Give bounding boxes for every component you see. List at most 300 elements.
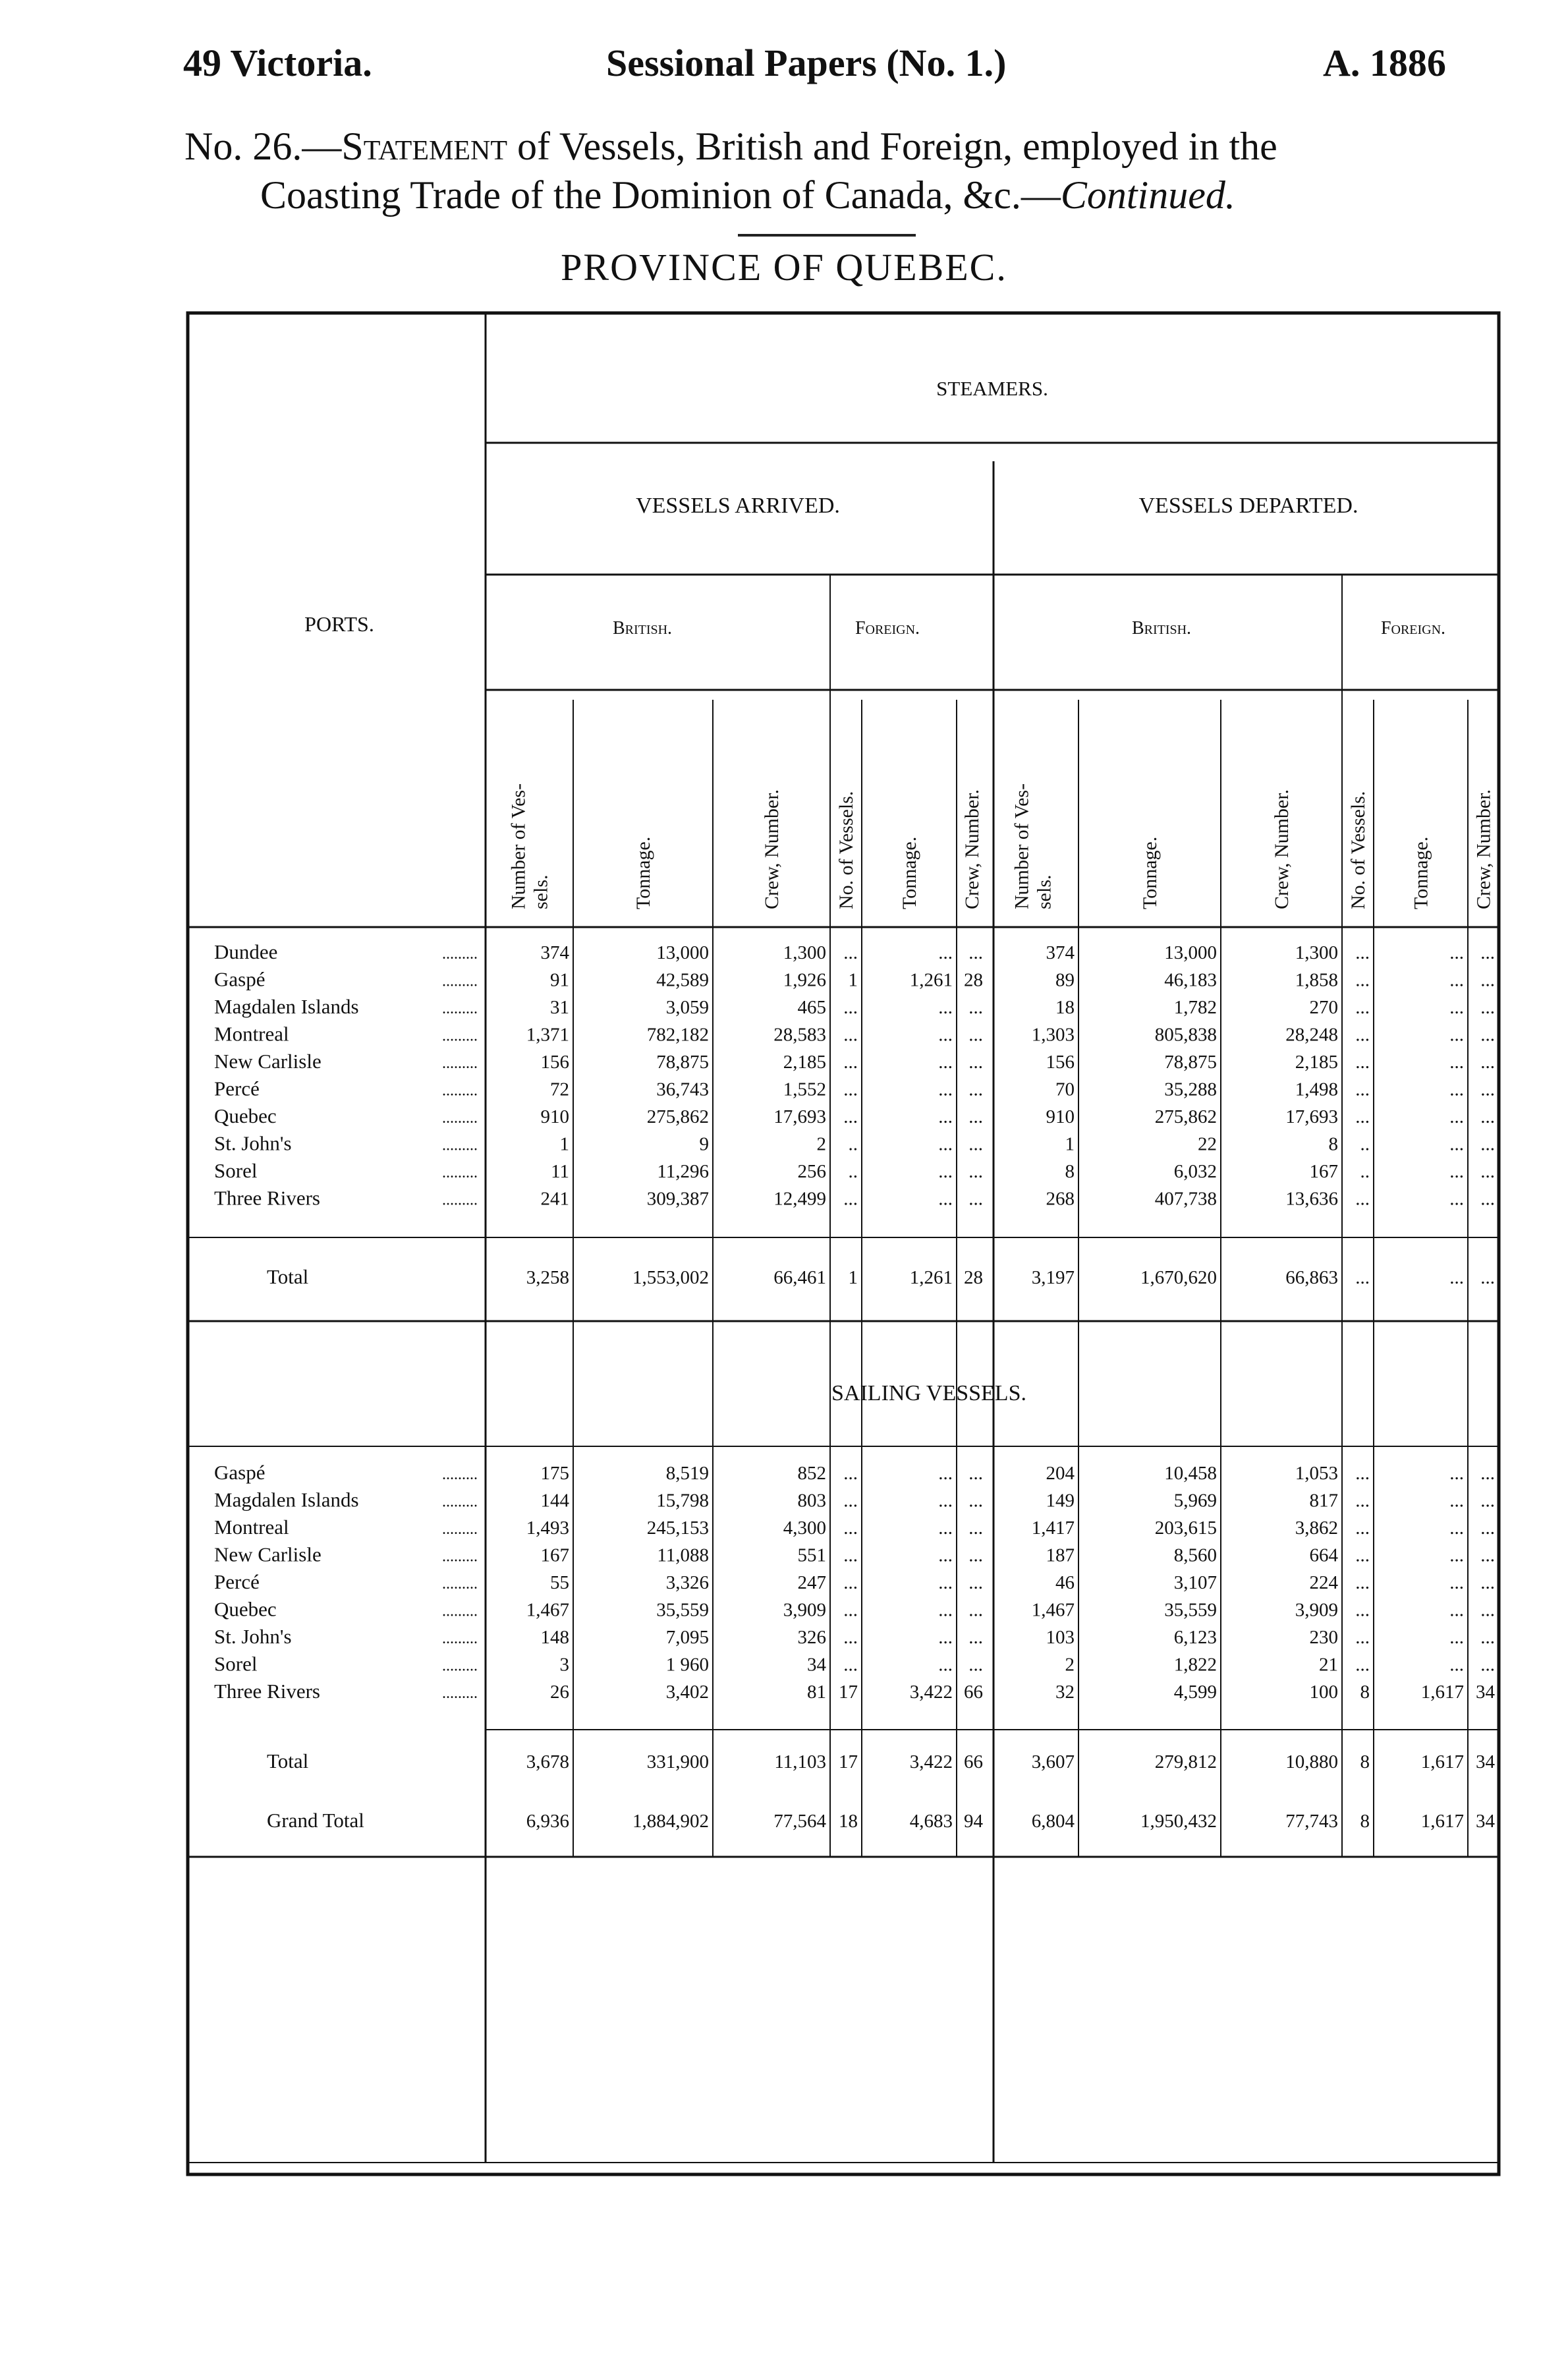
departed-label: VESSELS DEPARTED. [1138,494,1358,518]
table-cell: 245,153 [646,1517,709,1539]
leader-dots: ......... [442,1055,478,1072]
table-cell: 3,909 [783,1599,826,1621]
table-cell: 103 [1046,1627,1075,1648]
table-cell: ... [1355,1544,1370,1566]
row-port-label: New Carlisle [214,1050,322,1073]
table-cell: ... [1480,969,1495,991]
row-port-label: Percé [214,1570,260,1593]
table-cell: ... [843,1188,858,1210]
table-cell: ... [1355,1490,1370,1512]
table-cell: 1,858 [1295,969,1338,991]
header-right: A. 1886 [1323,42,1446,84]
table-row [214,1653,1495,1676]
table-cell: 156 [1046,1052,1075,1073]
table-cell: ... [968,1517,983,1539]
table-row [214,1050,1495,1073]
table-cell: 11,103 [774,1751,826,1772]
table-cell: 10,458 [1164,1463,1217,1484]
table-cell: ... [1355,997,1370,1018]
table-cell: ... [1449,1079,1464,1100]
column-header [1271,789,1293,909]
table-cell: ... [843,997,858,1018]
table-cell: 268 [1046,1188,1075,1210]
table-cell: 70 [1055,1079,1075,1100]
table-cell: 32 [1055,1682,1075,1703]
table-cell: ... [968,1106,983,1127]
table-cell: 3,059 [665,997,709,1018]
table-cell: 275,862 [1154,1106,1217,1127]
table-cell: 28,583 [773,1024,826,1046]
table-frame [188,313,1499,2174]
table-cell: 18 [1055,997,1075,1018]
table-cell: ... [1449,1517,1464,1539]
arrived-british-label: British. [612,618,673,638]
table-cell: 17 [839,1751,858,1772]
table-cell: 8 [1328,1133,1338,1155]
table-cell: 78,875 [1164,1052,1217,1073]
table-cell: ... [938,1490,953,1512]
table-cell: 1,417 [1031,1517,1075,1539]
table-cell: ... [1449,1599,1464,1621]
row-port-label: Gaspé [214,1461,266,1484]
row-port-label: New Carlisle [214,1543,322,1566]
table-row [214,968,1495,991]
row-port-label: Gaspé [214,967,266,991]
table-cell: ... [843,1463,858,1484]
departed-british-label: British. [1131,618,1192,638]
table-cell: ... [968,1133,983,1155]
table-cell: ... [1449,1161,1464,1182]
header-left: 49 Victoria. [183,42,372,84]
column-header [1011,783,1055,909]
leader-dots: ......... [442,1493,478,1511]
table-cell: 28 [964,969,983,991]
table-cell: ... [1449,1463,1464,1484]
table-cell: 1,467 [1031,1599,1075,1621]
table-cell: .. [848,1133,858,1155]
sailing-label: SAILING VESSELS. [831,1381,1026,1405]
column-header-text: Number of Ves- [1011,783,1033,909]
table-row [214,1104,1495,1127]
table-cell: 28,248 [1285,1024,1338,1046]
table-cell: 3,607 [1031,1751,1075,1772]
table-row [214,1461,1495,1484]
table-cell: 11 [551,1161,569,1182]
table-cell: 910 [540,1106,569,1127]
table-cell: ... [1449,1267,1464,1288]
table-cell: 2 [816,1133,826,1155]
table-cell: 8 [1360,1811,1370,1832]
table-cell: ... [1480,1463,1495,1484]
column-header-text: Crew, Number. [961,789,983,909]
table-cell: ... [938,1024,953,1046]
table-cell: 309,387 [646,1188,709,1210]
column-header [1347,791,1369,909]
table-cell: 35,288 [1164,1079,1217,1100]
table-cell: ... [1480,1161,1495,1182]
table-row [214,1077,1495,1100]
table-cell: ... [1480,1267,1495,1288]
table-cell: ... [843,1654,858,1676]
table-cell: ... [968,1024,983,1046]
table-row [214,1598,1495,1621]
leader-dots: ......... [442,1657,478,1675]
table-cell: ... [968,1052,983,1073]
table-cell: 78,875 [656,1052,709,1073]
row-port-label: Magdalen Islands [214,995,359,1018]
table-cell: 4,300 [783,1517,826,1539]
table-cell: ... [938,1627,953,1648]
table-cell: 6,804 [1031,1811,1075,1832]
table-cell: ... [968,1079,983,1100]
row-port-label: St. John's [214,1131,292,1155]
table-cell: 66,461 [773,1267,826,1288]
table-cell: 1 [848,1267,858,1288]
table-cell: ... [843,1490,858,1512]
table-cell: ... [938,1079,953,1100]
column-header-text: No. of Vessels. [835,791,857,909]
table-cell: 149 [1046,1490,1075,1512]
table-cell: 3,402 [665,1682,709,1703]
leader-dots: ......... [442,1602,478,1620]
table-cell: ... [968,942,983,963]
column-header-text: Tonnage. [632,836,654,909]
table-cell: 1,552 [783,1079,826,1100]
row-port-label: Dundee [214,940,278,963]
table-cell: ... [843,1517,858,1539]
table-cell: 77,743 [1285,1811,1338,1832]
table-cell: 247 [797,1572,826,1593]
table-cell: 6,936 [526,1811,569,1832]
table-cell: 100 [1309,1682,1338,1703]
table-cell: ... [1480,1572,1495,1593]
table-cell: 1,261 [909,1267,953,1288]
leader-dots: ......... [442,1466,478,1483]
leader-dots: ......... [442,1000,478,1017]
table-cell: ... [1480,1544,1495,1566]
table-cell: ... [1449,1052,1464,1073]
table-cell: 331,900 [646,1751,709,1772]
table-cell: ... [1355,969,1370,991]
table-cell: ... [1480,1627,1495,1648]
statement-word: Statement [341,125,507,168]
table-cell: ... [1355,942,1370,963]
table-cell: 270 [1309,997,1338,1018]
table-row [214,1625,1495,1648]
table-cell: ... [1480,1133,1495,1155]
table-cell: ... [1355,1267,1370,1288]
table-row [214,1187,1495,1210]
table-cell: 10,880 [1285,1751,1338,1772]
table-cell: 5,969 [1173,1490,1217,1512]
column-header-text: Tonnage. [1410,836,1432,909]
table-cell: ... [938,1654,953,1676]
table-cell: ... [968,997,983,1018]
table-cell: 224 [1309,1572,1338,1593]
row-port-label: Sorel [214,1159,258,1182]
table-cell: 2,185 [1295,1052,1338,1073]
table-cell: 8 [1360,1751,1370,1772]
column-header [632,837,654,909]
table-cell: 326 [797,1627,826,1648]
table-cell: ... [1355,1599,1370,1621]
leader-dots: ......... [442,1164,478,1181]
table-cell: 1,617 [1420,1751,1464,1772]
table-cell: 8 [1065,1161,1075,1182]
table-cell: 2 [1065,1654,1075,1676]
table-cell: 1,670,620 [1140,1267,1217,1288]
table-cell: ... [938,1188,953,1210]
table-cell: 13,636 [1285,1188,1338,1210]
table-cell: 803 [797,1490,826,1512]
table-cell: 156 [540,1052,569,1073]
table-cell: ... [968,1599,983,1621]
table-cell: ... [1355,1024,1370,1046]
table-row [214,1543,1495,1566]
column-header [1473,789,1495,909]
leader-dots: ......... [442,1027,478,1045]
table-cell: 81 [807,1682,826,1703]
table-cell: 55 [550,1572,569,1593]
table-cell: ... [1355,1654,1370,1676]
column-header-text: sels. [1033,874,1055,909]
table-cell: ... [1449,1490,1464,1512]
table-cell: 8,560 [1173,1544,1217,1566]
table-cell: 148 [540,1627,569,1648]
column-header [508,783,552,909]
table-cell: ... [1480,1106,1495,1127]
table-cell: 1,467 [526,1599,569,1621]
table-cell: 3,678 [526,1751,569,1772]
leader-dots: ......... [442,946,478,963]
table-cell: 279,812 [1154,1751,1217,1772]
table-cell: 1,053 [1295,1463,1338,1484]
table-cell: ... [1449,1572,1464,1593]
table-cell: 46,183 [1164,969,1217,991]
table-cell: ... [968,1161,983,1182]
table-cell: ... [1480,942,1495,963]
table-cell: ... [938,1106,953,1127]
table-cell: 34 [1476,1811,1495,1832]
table-cell: 910 [1046,1106,1075,1127]
table-cell: 175 [540,1463,569,1484]
table-cell: 66 [964,1682,983,1703]
table-cell: 35,559 [1164,1599,1217,1621]
table-cell: 3,422 [909,1751,953,1772]
table-cell: ... [1355,1627,1370,1648]
table-cell: 77,564 [773,1811,826,1832]
row-port-label: Grand Total [267,1809,364,1832]
table-cell: 11,296 [657,1161,709,1182]
table-cell: 1 [1065,1133,1075,1155]
arrived-foreign-label: Foreign. [854,618,920,638]
province-heading: PROVINCE OF QUEBEC. [561,246,1007,289]
table-cell: 167 [1309,1161,1338,1182]
table-cell: ... [1480,1490,1495,1512]
table-cell: ... [1355,1106,1370,1127]
table-cell: .. [848,1161,858,1182]
table-cell: 1,926 [783,969,826,991]
table-cell: ... [843,1052,858,1073]
table-cell: 1,617 [1420,1811,1464,1832]
table-cell: 7,095 [665,1627,709,1648]
table-cell: ... [1480,1079,1495,1100]
arrived-label: VESSELS ARRIVED. [636,494,840,518]
table-cell: 1 [848,969,858,991]
column-header-text: Crew, Number. [1271,789,1293,909]
table-cell: ... [1355,1052,1370,1073]
table-cell: 11,088 [657,1544,709,1566]
header-center: Sessional Papers (No. 1.) [606,42,1007,84]
table-cell: ... [1449,1133,1464,1155]
column-header [961,789,983,909]
leader-dots: ......... [442,973,478,990]
steamers-label: STEAMERS. [936,377,1048,400]
table-row [214,1023,1495,1046]
table-cell: ... [1449,1024,1464,1046]
table-cell: 34 [1476,1682,1495,1703]
table-cell: ... [1449,1188,1464,1210]
table-cell: 26 [550,1682,569,1703]
table-cell: 3,862 [1295,1517,1338,1539]
table-cell: 34 [1476,1751,1495,1772]
table-cell: ... [843,1599,858,1621]
table-cell: ... [1480,1024,1495,1046]
table-cell: 8 [1360,1682,1370,1703]
table-cell: 89 [1055,969,1075,991]
table-cell: 1,950,432 [1140,1811,1217,1832]
table-cell: 17,693 [773,1106,826,1127]
table-cell: ... [1355,1572,1370,1593]
table-cell: .. [1360,1133,1370,1155]
leader-dots: ......... [442,1548,478,1566]
ports-label: PORTS. [304,612,374,636]
table-cell: ... [1449,969,1464,991]
table-cell: 17 [839,1682,858,1703]
table-cell: 4,683 [909,1811,953,1832]
table-cell: 66 [964,1751,983,1772]
table-cell: 13,000 [1164,942,1217,963]
table-cell: 36,743 [656,1079,709,1100]
table-cell: ... [1480,1599,1495,1621]
table-row [214,995,1495,1018]
table-cell: 2,185 [783,1052,826,1073]
table-cell: ... [968,1627,983,1648]
table-cell: 256 [797,1161,826,1182]
table-cell: 72 [550,1079,569,1100]
table-cell: 805,838 [1154,1024,1217,1046]
table-row [214,940,1495,963]
column-header-text: sels. [530,874,552,909]
table-cell: ... [1480,1188,1495,1210]
table-cell: ... [938,1052,953,1073]
table-cell: 782,182 [646,1024,709,1046]
table-cell: 407,738 [1154,1188,1217,1210]
table-cell: 1 [559,1133,569,1155]
table-row [214,1488,1495,1512]
row-port-label: Montreal [214,1516,289,1539]
table-cell: 3,326 [665,1572,709,1593]
column-header [835,791,857,909]
row-port-label: Quebec [214,1597,277,1621]
table-cell: ... [938,1517,953,1539]
table-cell: ... [843,942,858,963]
table-cell: 1,261 [909,969,953,991]
table-cell: ... [1449,1544,1464,1566]
table-cell: ... [968,1544,983,1566]
statement-title-rest: of Vessels, British and Foreign, employed in the [507,125,1277,168]
table-cell: ... [1480,1052,1495,1073]
table-cell: ... [1480,1517,1495,1539]
row-port-label: Sorel [214,1652,258,1676]
table-row [214,1132,1495,1155]
table-cell: ... [1355,1079,1370,1100]
table-cell: 664 [1309,1544,1338,1566]
table-cell: ... [1355,1188,1370,1210]
table-cell: 46 [1055,1572,1075,1593]
table-cell: ... [968,1572,983,1593]
table-row [214,1570,1495,1593]
table-row [214,1516,1495,1539]
table-cell: 3,422 [909,1682,953,1703]
table-cell: 230 [1309,1627,1338,1648]
table-cell: 1,300 [1295,942,1338,963]
table-cell: 12,499 [773,1188,826,1210]
table-cell: 3,258 [526,1267,569,1288]
table-cell: 144 [540,1490,569,1512]
table-cell: ... [1449,997,1464,1018]
table-cell: ... [968,1463,983,1484]
table-cell: 31 [550,997,569,1018]
leader-dots: ......... [442,1110,478,1127]
column-header-text: Crew, Number. [761,789,783,909]
table-row [214,1680,1496,1703]
column-header [761,789,783,909]
column-headers [508,783,1495,909]
leader-dots: ......... [442,1521,478,1538]
table-cell: .. [1360,1161,1370,1182]
row-port-label: St. John's [214,1625,292,1648]
row-port-label: Total [267,1265,309,1288]
table-cell: ... [843,1572,858,1593]
table-cell: ... [1449,1106,1464,1127]
table-cell: ... [1355,1463,1370,1484]
table-cell: 1,617 [1420,1682,1464,1703]
table-cell: 374 [1046,942,1075,963]
table-cell: ... [938,1599,953,1621]
leader-dots: ......... [442,1630,478,1647]
table-cell: ... [1480,1654,1495,1676]
table-cell: 374 [540,942,569,963]
table-cell: ... [843,1544,858,1566]
table-cell: 1,553,002 [632,1267,709,1288]
row-port-label: Magdalen Islands [214,1488,359,1512]
table-cell: ... [968,1654,983,1676]
table-cell: ... [843,1627,858,1648]
table-cell: 35,559 [656,1599,709,1621]
table-cell: ... [968,1490,983,1512]
table-cell: 8,519 [665,1463,709,1484]
table-cell: 34 [807,1654,826,1676]
table-cell: 241 [540,1188,569,1210]
table-cell: 167 [540,1544,569,1566]
row-port-label: Montreal [214,1022,289,1046]
column-header-text: No. of Vessels. [1347,791,1369,909]
column-header-text: Tonnage. [1139,836,1161,909]
table-cell: ... [938,1161,953,1182]
table-cell: 21 [1319,1654,1338,1676]
table-cell: 3,197 [1031,1267,1075,1288]
